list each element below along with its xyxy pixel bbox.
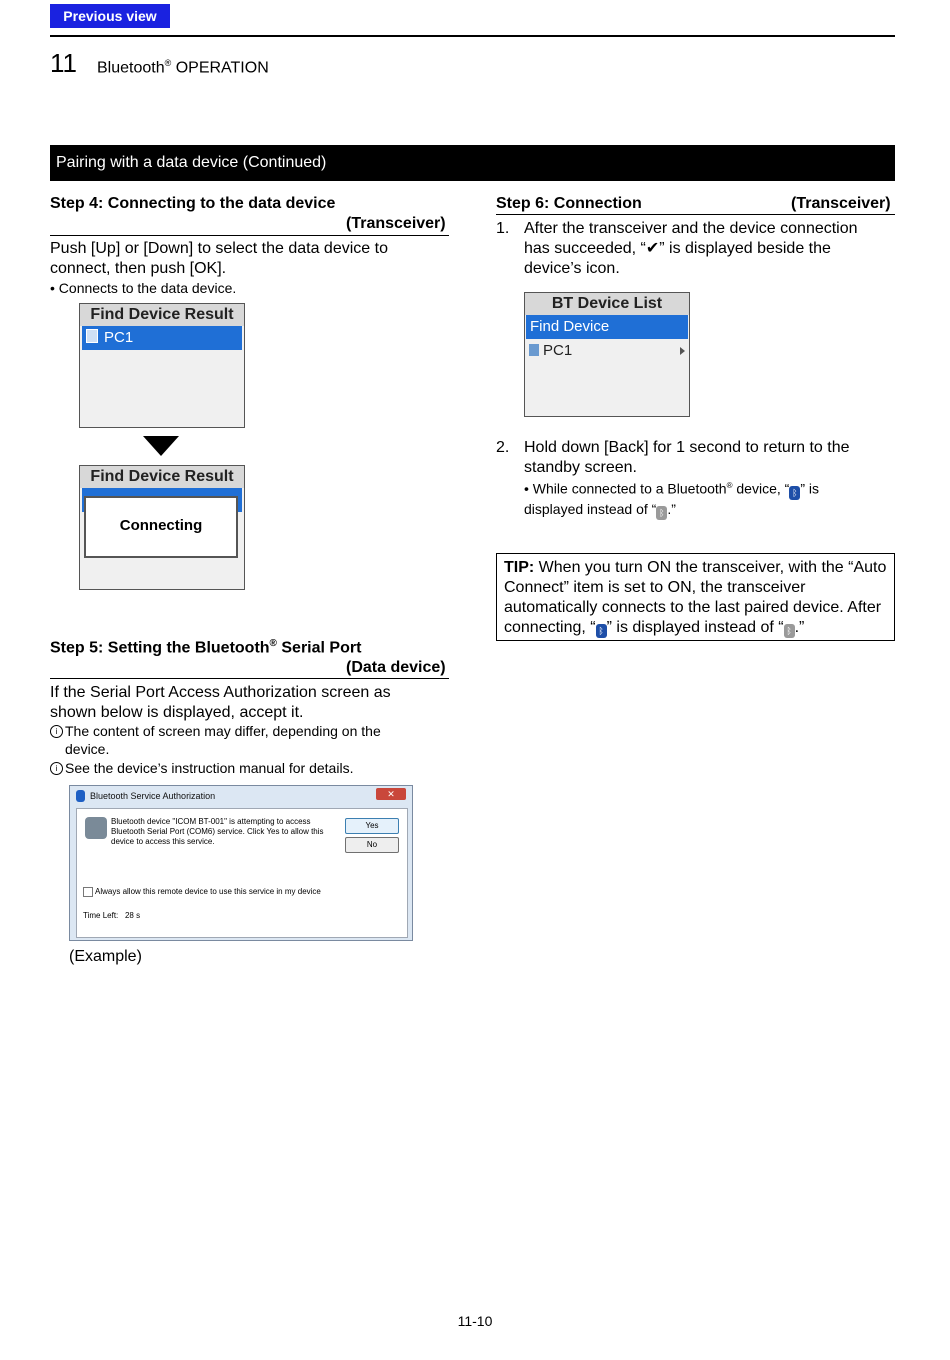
step5-note1: i The content of screen may differ, depending on the device.: [50, 722, 420, 758]
step5-body: If the Serial Port Access Authorization screen as shown below is displayed, accept it.: [50, 684, 391, 721]
bluetooth-icon: [76, 790, 85, 802]
bluetooth-connected-icon: ᛒ: [789, 486, 800, 500]
time-left: Time Left: 28 s: [83, 911, 141, 920]
close-button[interactable]: ✕: [376, 788, 406, 800]
page-number: 11-10: [457, 1313, 493, 1329]
lcd-selected-item: Find Device: [526, 315, 688, 339]
bluetooth-idle-icon: ᛒ: [656, 506, 667, 520]
dialog-body: [76, 808, 408, 938]
chapter-number: 11: [50, 48, 77, 78]
always-allow-checkbox[interactable]: [83, 887, 93, 897]
step4-rule: [50, 235, 449, 236]
step6-item1-num: 1.: [496, 220, 510, 237]
lcd-selected-item: PC1: [82, 326, 242, 350]
info-icon: i: [50, 725, 63, 738]
top-rule: [50, 35, 895, 37]
step4-body: Push [Up] or [Down] to select the data device to connect, then push [OK].: [50, 240, 388, 277]
step4-title: Step 4: Connecting to the data device: [50, 195, 336, 212]
chapter-title: Bluetooth® OPERATION: [97, 58, 269, 77]
connecting-popup: Connecting: [84, 496, 238, 558]
step5-target: (Data device): [346, 659, 446, 676]
step6-rule: [496, 214, 895, 215]
device-icon: [86, 329, 98, 343]
authorization-dialog: [69, 785, 413, 941]
bluetooth-devices-icon: [85, 817, 107, 839]
previous-view-button[interactable]: Previous view: [50, 4, 170, 28]
lcd-bt-device-list: [524, 292, 690, 417]
example-caption: (Example): [69, 948, 142, 965]
down-arrow-icon: [143, 436, 179, 456]
no-button[interactable]: No: [345, 837, 399, 853]
step4-bullet: • Connects to the data device.: [50, 280, 237, 296]
section-band: Pairing with a data device (Continued): [50, 145, 895, 181]
dialog-titlebar: Bluetooth Service Authorization ✕: [70, 786, 412, 806]
lcd-title: BT Device List: [525, 293, 689, 315]
step6-title: Step 6: Connection: [496, 195, 642, 212]
lcd-title: Find Device Result: [80, 466, 244, 488]
step6-bullet: • While connected to a Bluetooth® device, “ ᛒ ” is displayed instead of “ ᛒ .”: [524, 480, 819, 518]
step6-item2: Hold down [Back] for 1 second to return to the standby screen.: [524, 439, 850, 476]
yes-button[interactable]: Yes: [345, 818, 399, 834]
tip-box: TIP: When you turn ON the transceiver, with the “Auto Connect” item is set to ON, the transceiver automatically connects to the last paired device. After connecting, “ ᛒ ” is displayed instead of “ ᛒ .”: [496, 553, 895, 641]
chevron-right-icon: [680, 347, 685, 355]
step6-item1: After the transceiver and the device connection has succeeded, “✔” is displayed beside the device’s icon.: [524, 220, 858, 277]
lcd-find-device-result: [79, 303, 245, 428]
lcd-title: Find Device Result: [80, 304, 244, 326]
step5-note2: i See the device’s instruction manual for details.: [50, 759, 420, 777]
step5-rule: [50, 678, 449, 679]
lcd-connecting: [79, 465, 245, 590]
device-connected-icon: [529, 344, 539, 356]
info-icon: i: [50, 762, 63, 775]
lcd-list-item: PC1: [525, 339, 689, 363]
step6-item2-num: 2.: [496, 439, 510, 456]
step6-target: (Transceiver): [791, 195, 891, 212]
bluetooth-idle-icon: ᛒ: [784, 624, 795, 638]
bluetooth-connected-icon: ᛒ: [596, 624, 607, 638]
always-allow-label: Always allow this remote device to use this service in my device: [95, 887, 321, 896]
step4-target: (Transceiver): [346, 215, 446, 232]
dialog-message: Bluetooth device "ICOM BT-001" is attempting to access Bluetooth Serial Port (COM6) service. Click Yes to allow this device to access this service.: [111, 817, 324, 846]
step5-title: Step 5: Setting the Bluetooth® Serial Port: [50, 638, 362, 657]
